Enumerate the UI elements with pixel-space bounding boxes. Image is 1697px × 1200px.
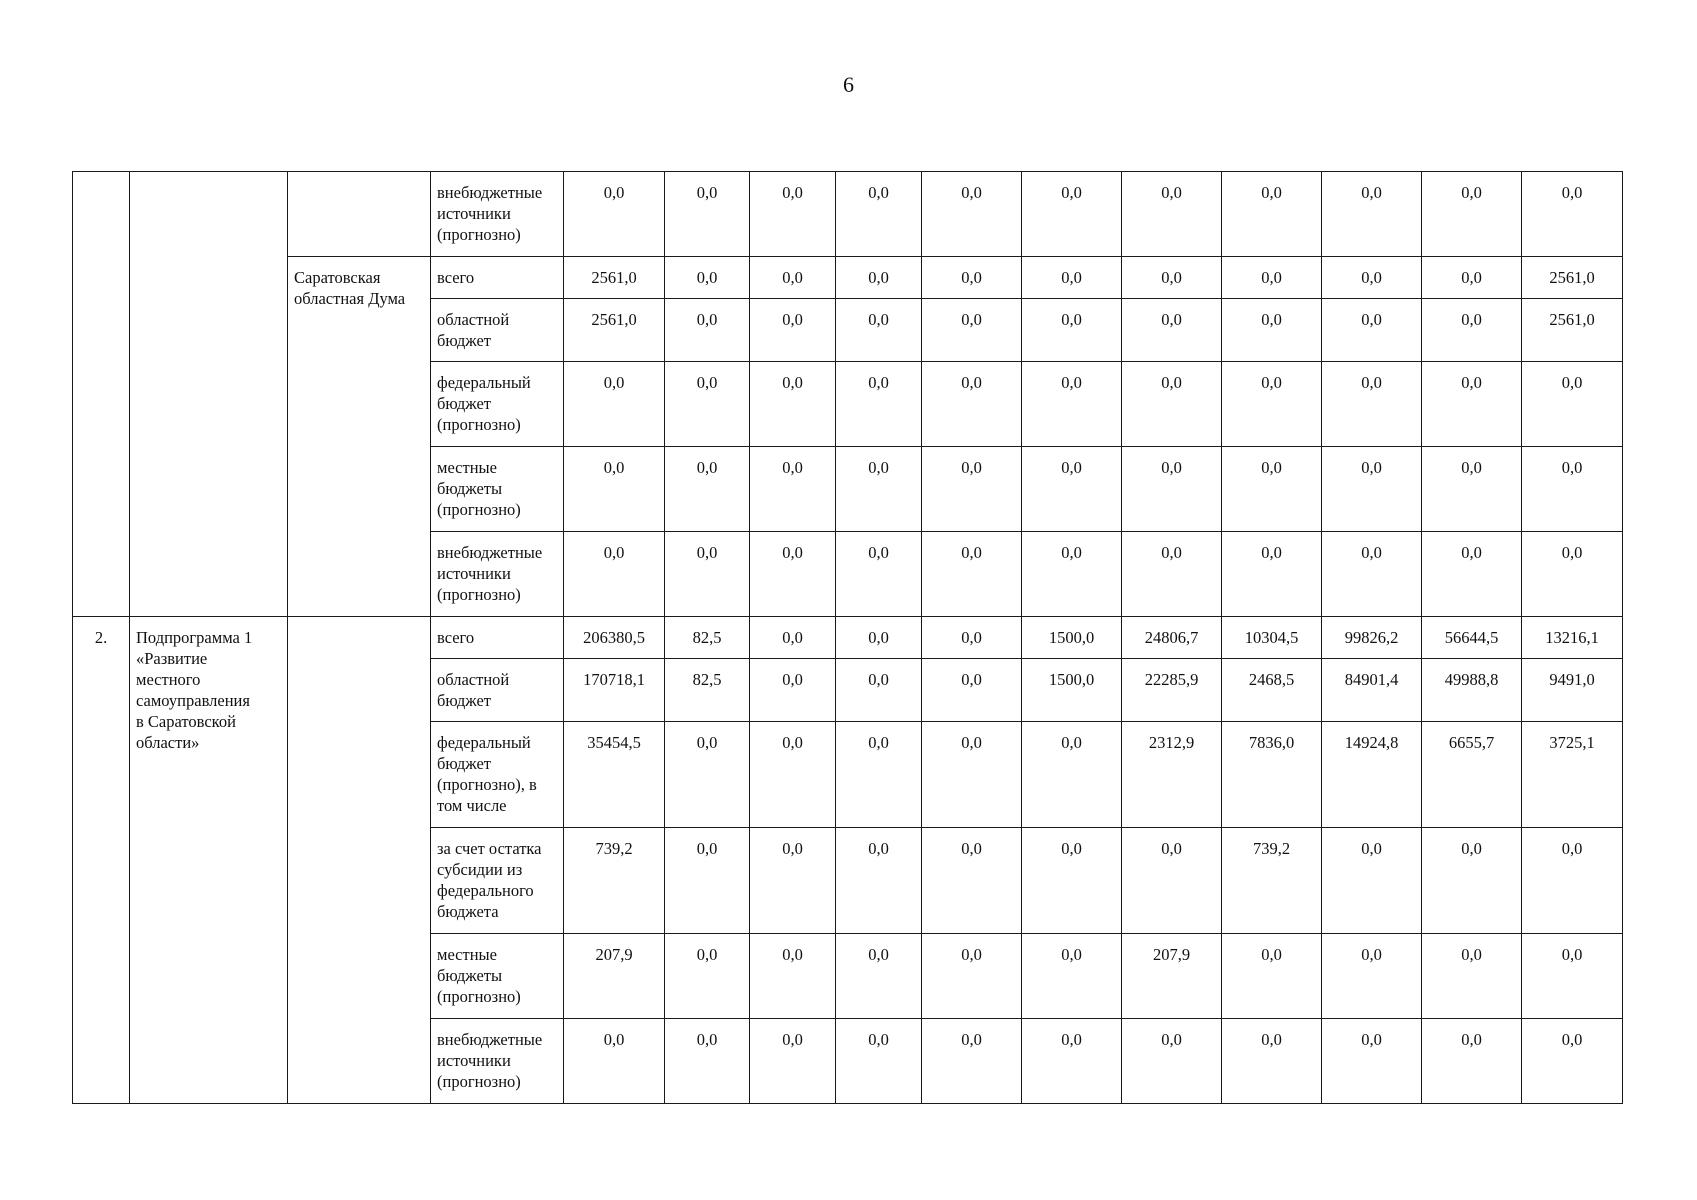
value-cell: 0,0 <box>750 362 836 447</box>
value-cell: 0,0 <box>665 172 750 257</box>
value-cell: 0,0 <box>1222 257 1322 299</box>
value-cell: 0,0 <box>1122 172 1222 257</box>
value-cell: 0,0 <box>1522 934 1623 1019</box>
value-cell: 0,0 <box>1322 362 1422 447</box>
executor-cell-line: Саратовская <box>294 268 381 287</box>
value-cell: 0,0 <box>836 257 922 299</box>
value-cell: 0,0 <box>564 447 665 532</box>
value-cell: 0,0 <box>1422 447 1522 532</box>
value-cell: 9491,0 <box>1522 659 1623 722</box>
funding-source-cell-line: (прогнозно) <box>437 987 521 1006</box>
section-name-cell-line: области» <box>136 733 200 752</box>
funding-source-cell-line: субсидии из <box>437 860 523 879</box>
value-cell: 0,0 <box>836 362 922 447</box>
funding-source-cell <box>431 299 564 362</box>
value-cell: 0,0 <box>1222 447 1322 532</box>
funding-source-cell <box>431 257 564 299</box>
value-cell: 0,0 <box>564 172 665 257</box>
value-cell: 0,0 <box>665 532 750 617</box>
value-cell: 0,0 <box>1422 299 1522 362</box>
value-cell: 0,0 <box>750 828 836 934</box>
funding-source-cell <box>431 934 564 1019</box>
value-cell: 0,0 <box>922 532 1022 617</box>
funding-source-cell-line: (прогнозно) <box>437 1072 521 1091</box>
value-cell: 0,0 <box>1522 172 1623 257</box>
value-cell: 0,0 <box>922 934 1022 1019</box>
funding-source-cell-line: внебюджетные <box>437 183 543 202</box>
value-cell: 0,0 <box>665 934 750 1019</box>
value-cell: 56644,5 <box>1422 617 1522 659</box>
value-cell: 0,0 <box>750 934 836 1019</box>
value-cell: 0,0 <box>922 362 1022 447</box>
value-cell: 49988,8 <box>1422 659 1522 722</box>
funding-source-cell-line: (прогнозно) <box>437 585 521 604</box>
value-cell: 0,0 <box>665 447 750 532</box>
funding-source-cell-line: источники <box>437 1051 511 1070</box>
value-cell: 99826,2 <box>1322 617 1422 659</box>
funding-source-cell-line: источники <box>437 564 511 583</box>
value-cell: 0,0 <box>750 257 836 299</box>
value-cell: 3725,1 <box>1522 722 1623 828</box>
funding-source-cell-line: (прогнозно) <box>437 415 521 434</box>
value-cell: 2312,9 <box>1122 722 1222 828</box>
funding-source-cell-line: бюджеты <box>437 966 503 985</box>
funding-source-cell-line: областной <box>437 670 510 689</box>
value-cell: 0,0 <box>836 299 922 362</box>
funding-source-cell-line: федерального <box>437 881 534 900</box>
funding-source-cell-line: бюджет <box>437 754 491 773</box>
page-number: 6 <box>843 72 854 97</box>
funding-source-cell-line: (прогнозно) <box>437 225 521 244</box>
value-cell: 207,9 <box>1122 934 1222 1019</box>
value-cell: 0,0 <box>750 532 836 617</box>
funding-source-cell <box>431 172 564 257</box>
funding-source-cell-line: бюджеты <box>437 479 503 498</box>
value-cell: 0,0 <box>1322 172 1422 257</box>
value-cell: 0,0 <box>1322 934 1422 1019</box>
value-cell: 0,0 <box>1222 532 1322 617</box>
value-cell: 0,0 <box>922 257 1022 299</box>
funding-source-cell-line: источники <box>437 204 511 223</box>
table-row <box>73 257 1623 299</box>
funding-source-cell <box>431 659 564 722</box>
executor-cell-line: областная Дума <box>294 289 406 308</box>
section-name-cell-line: местного <box>136 670 201 689</box>
value-cell: 0,0 <box>1022 828 1122 934</box>
value-cell: 0,0 <box>922 172 1022 257</box>
value-cell: 0,0 <box>836 934 922 1019</box>
funding-source-cell-line: (прогнозно), в <box>437 775 537 794</box>
value-cell: 0,0 <box>1022 172 1122 257</box>
value-cell: 0,0 <box>836 1019 922 1104</box>
value-cell: 0,0 <box>1122 447 1222 532</box>
value-cell: 739,2 <box>564 828 665 934</box>
value-cell: 0,0 <box>1022 934 1122 1019</box>
section-name-cell-line: самоуправления <box>136 691 250 710</box>
funding-source-cell-line: внебюджетные <box>437 543 543 562</box>
value-cell: 207,9 <box>564 934 665 1019</box>
value-cell: 0,0 <box>1422 1019 1522 1104</box>
value-cell: 0,0 <box>1222 172 1322 257</box>
value-cell: 0,0 <box>1522 828 1623 934</box>
executor-cell <box>288 257 431 617</box>
funding-source-cell-line: областной <box>437 310 510 329</box>
funding-source-cell-line: федеральный <box>437 733 531 752</box>
funding-source-cell-line: всего <box>437 268 475 287</box>
value-cell: 0,0 <box>1122 299 1222 362</box>
value-cell: 0,0 <box>922 299 1022 362</box>
table-row <box>73 172 1623 257</box>
value-cell: 0,0 <box>564 1019 665 1104</box>
value-cell: 0,0 <box>1022 257 1122 299</box>
value-cell: 82,5 <box>665 617 750 659</box>
funding-source-cell <box>431 828 564 934</box>
value-cell: 0,0 <box>836 532 922 617</box>
value-cell: 0,0 <box>750 659 836 722</box>
funding-source-cell-line: федеральный <box>437 373 531 392</box>
value-cell: 0,0 <box>922 447 1022 532</box>
value-cell: 7836,0 <box>1222 722 1322 828</box>
value-cell: 82,5 <box>665 659 750 722</box>
value-cell: 84901,4 <box>1322 659 1422 722</box>
budget-table <box>72 171 1623 1104</box>
value-cell: 22285,9 <box>1122 659 1222 722</box>
value-cell: 0,0 <box>564 362 665 447</box>
value-cell: 0,0 <box>750 447 836 532</box>
value-cell: 0,0 <box>750 299 836 362</box>
funding-source-cell-line: бюджет <box>437 394 491 413</box>
value-cell: 0,0 <box>922 617 1022 659</box>
funding-source-cell <box>431 1019 564 1104</box>
value-cell: 0,0 <box>665 828 750 934</box>
value-cell: 0,0 <box>1022 299 1122 362</box>
funding-source-cell-line: за счет остатка <box>437 839 542 858</box>
value-cell: 0,0 <box>750 722 836 828</box>
funding-source-cell-line: местные <box>437 945 497 964</box>
value-cell: 2561,0 <box>564 299 665 362</box>
table-row <box>73 617 1623 659</box>
value-cell: 0,0 <box>1422 532 1522 617</box>
executor-cell <box>288 617 431 1104</box>
value-cell: 0,0 <box>836 617 922 659</box>
value-cell: 0,0 <box>836 828 922 934</box>
section-number-cell: 2. <box>73 617 130 1104</box>
value-cell: 739,2 <box>1222 828 1322 934</box>
value-cell: 0,0 <box>1422 172 1522 257</box>
funding-source-cell-line: бюджета <box>437 902 499 921</box>
value-cell: 0,0 <box>1022 1019 1122 1104</box>
value-cell: 0,0 <box>1422 828 1522 934</box>
value-cell: 0,0 <box>1222 299 1322 362</box>
section-name-cell <box>130 617 288 1104</box>
value-cell: 0,0 <box>750 617 836 659</box>
funding-source-cell-line: местные <box>437 458 497 477</box>
value-cell: 0,0 <box>750 1019 836 1104</box>
value-cell: 0,0 <box>665 299 750 362</box>
funding-source-cell <box>431 447 564 532</box>
value-cell: 13216,1 <box>1522 617 1623 659</box>
value-cell: 0,0 <box>665 362 750 447</box>
funding-source-cell <box>431 722 564 828</box>
value-cell: 0,0 <box>1522 447 1623 532</box>
value-cell: 0,0 <box>836 722 922 828</box>
value-cell: 1500,0 <box>1022 659 1122 722</box>
value-cell: 0,0 <box>1222 1019 1322 1104</box>
value-cell: 0,0 <box>1222 362 1322 447</box>
value-cell: 206380,5 <box>564 617 665 659</box>
value-cell: 0,0 <box>836 659 922 722</box>
value-cell: 0,0 <box>922 1019 1022 1104</box>
value-cell: 0,0 <box>750 172 836 257</box>
value-cell: 0,0 <box>1322 828 1422 934</box>
section-name-cell-line: «Развитие <box>136 649 208 668</box>
value-cell: 0,0 <box>836 447 922 532</box>
value-cell: 0,0 <box>1322 447 1422 532</box>
value-cell: 0,0 <box>836 172 922 257</box>
funding-source-cell <box>431 532 564 617</box>
value-cell: 0,0 <box>1522 362 1623 447</box>
value-cell: 0,0 <box>1222 934 1322 1019</box>
value-cell: 170718,1 <box>564 659 665 722</box>
value-cell: 35454,5 <box>564 722 665 828</box>
funding-source-cell <box>431 362 564 447</box>
value-cell: 2561,0 <box>564 257 665 299</box>
value-cell: 2561,0 <box>1522 257 1623 299</box>
value-cell: 0,0 <box>1022 532 1122 617</box>
value-cell: 0,0 <box>665 257 750 299</box>
funding-source-cell-line: бюджет <box>437 691 491 710</box>
funding-source-cell-line: (прогнозно) <box>437 500 521 519</box>
section-name-cell-line: Подпрограмма 1 <box>136 628 253 647</box>
value-cell: 0,0 <box>1522 1019 1623 1104</box>
value-cell: 2468,5 <box>1222 659 1322 722</box>
value-cell: 0,0 <box>1422 362 1522 447</box>
section-name-cell <box>130 172 288 617</box>
funding-source-cell-line: бюджет <box>437 331 491 350</box>
value-cell: 0,0 <box>922 828 1022 934</box>
value-cell: 0,0 <box>1322 257 1422 299</box>
section-name-cell-line: в Саратовской <box>136 712 236 731</box>
value-cell: 0,0 <box>665 1019 750 1104</box>
value-cell: 0,0 <box>922 722 1022 828</box>
value-cell: 0,0 <box>1122 257 1222 299</box>
value-cell: 0,0 <box>922 659 1022 722</box>
section-number-cell <box>73 172 130 617</box>
value-cell: 0,0 <box>1522 532 1623 617</box>
value-cell: 0,0 <box>1022 362 1122 447</box>
funding-source-cell-line: всего <box>437 628 475 647</box>
value-cell: 0,0 <box>1122 362 1222 447</box>
value-cell: 0,0 <box>1422 257 1522 299</box>
value-cell: 1500,0 <box>1022 617 1122 659</box>
value-cell: 6655,7 <box>1422 722 1522 828</box>
table-body <box>73 172 1623 1104</box>
value-cell: 0,0 <box>1022 447 1122 532</box>
value-cell: 0,0 <box>665 722 750 828</box>
executor-cell <box>288 172 431 257</box>
value-cell: 14924,8 <box>1322 722 1422 828</box>
value-cell: 0,0 <box>564 532 665 617</box>
value-cell: 10304,5 <box>1222 617 1322 659</box>
value-cell: 2561,0 <box>1522 299 1623 362</box>
funding-source-cell <box>431 617 564 659</box>
value-cell: 0,0 <box>1322 1019 1422 1104</box>
funding-source-cell-line: внебюджетные <box>437 1030 543 1049</box>
value-cell: 0,0 <box>1122 828 1222 934</box>
value-cell: 0,0 <box>1022 722 1122 828</box>
value-cell: 0,0 <box>1422 934 1522 1019</box>
value-cell: 0,0 <box>1122 1019 1222 1104</box>
value-cell: 24806,7 <box>1122 617 1222 659</box>
funding-source-cell-line: том числе <box>437 796 507 815</box>
value-cell: 0,0 <box>1322 299 1422 362</box>
value-cell: 0,0 <box>1322 532 1422 617</box>
value-cell: 0,0 <box>1122 532 1222 617</box>
